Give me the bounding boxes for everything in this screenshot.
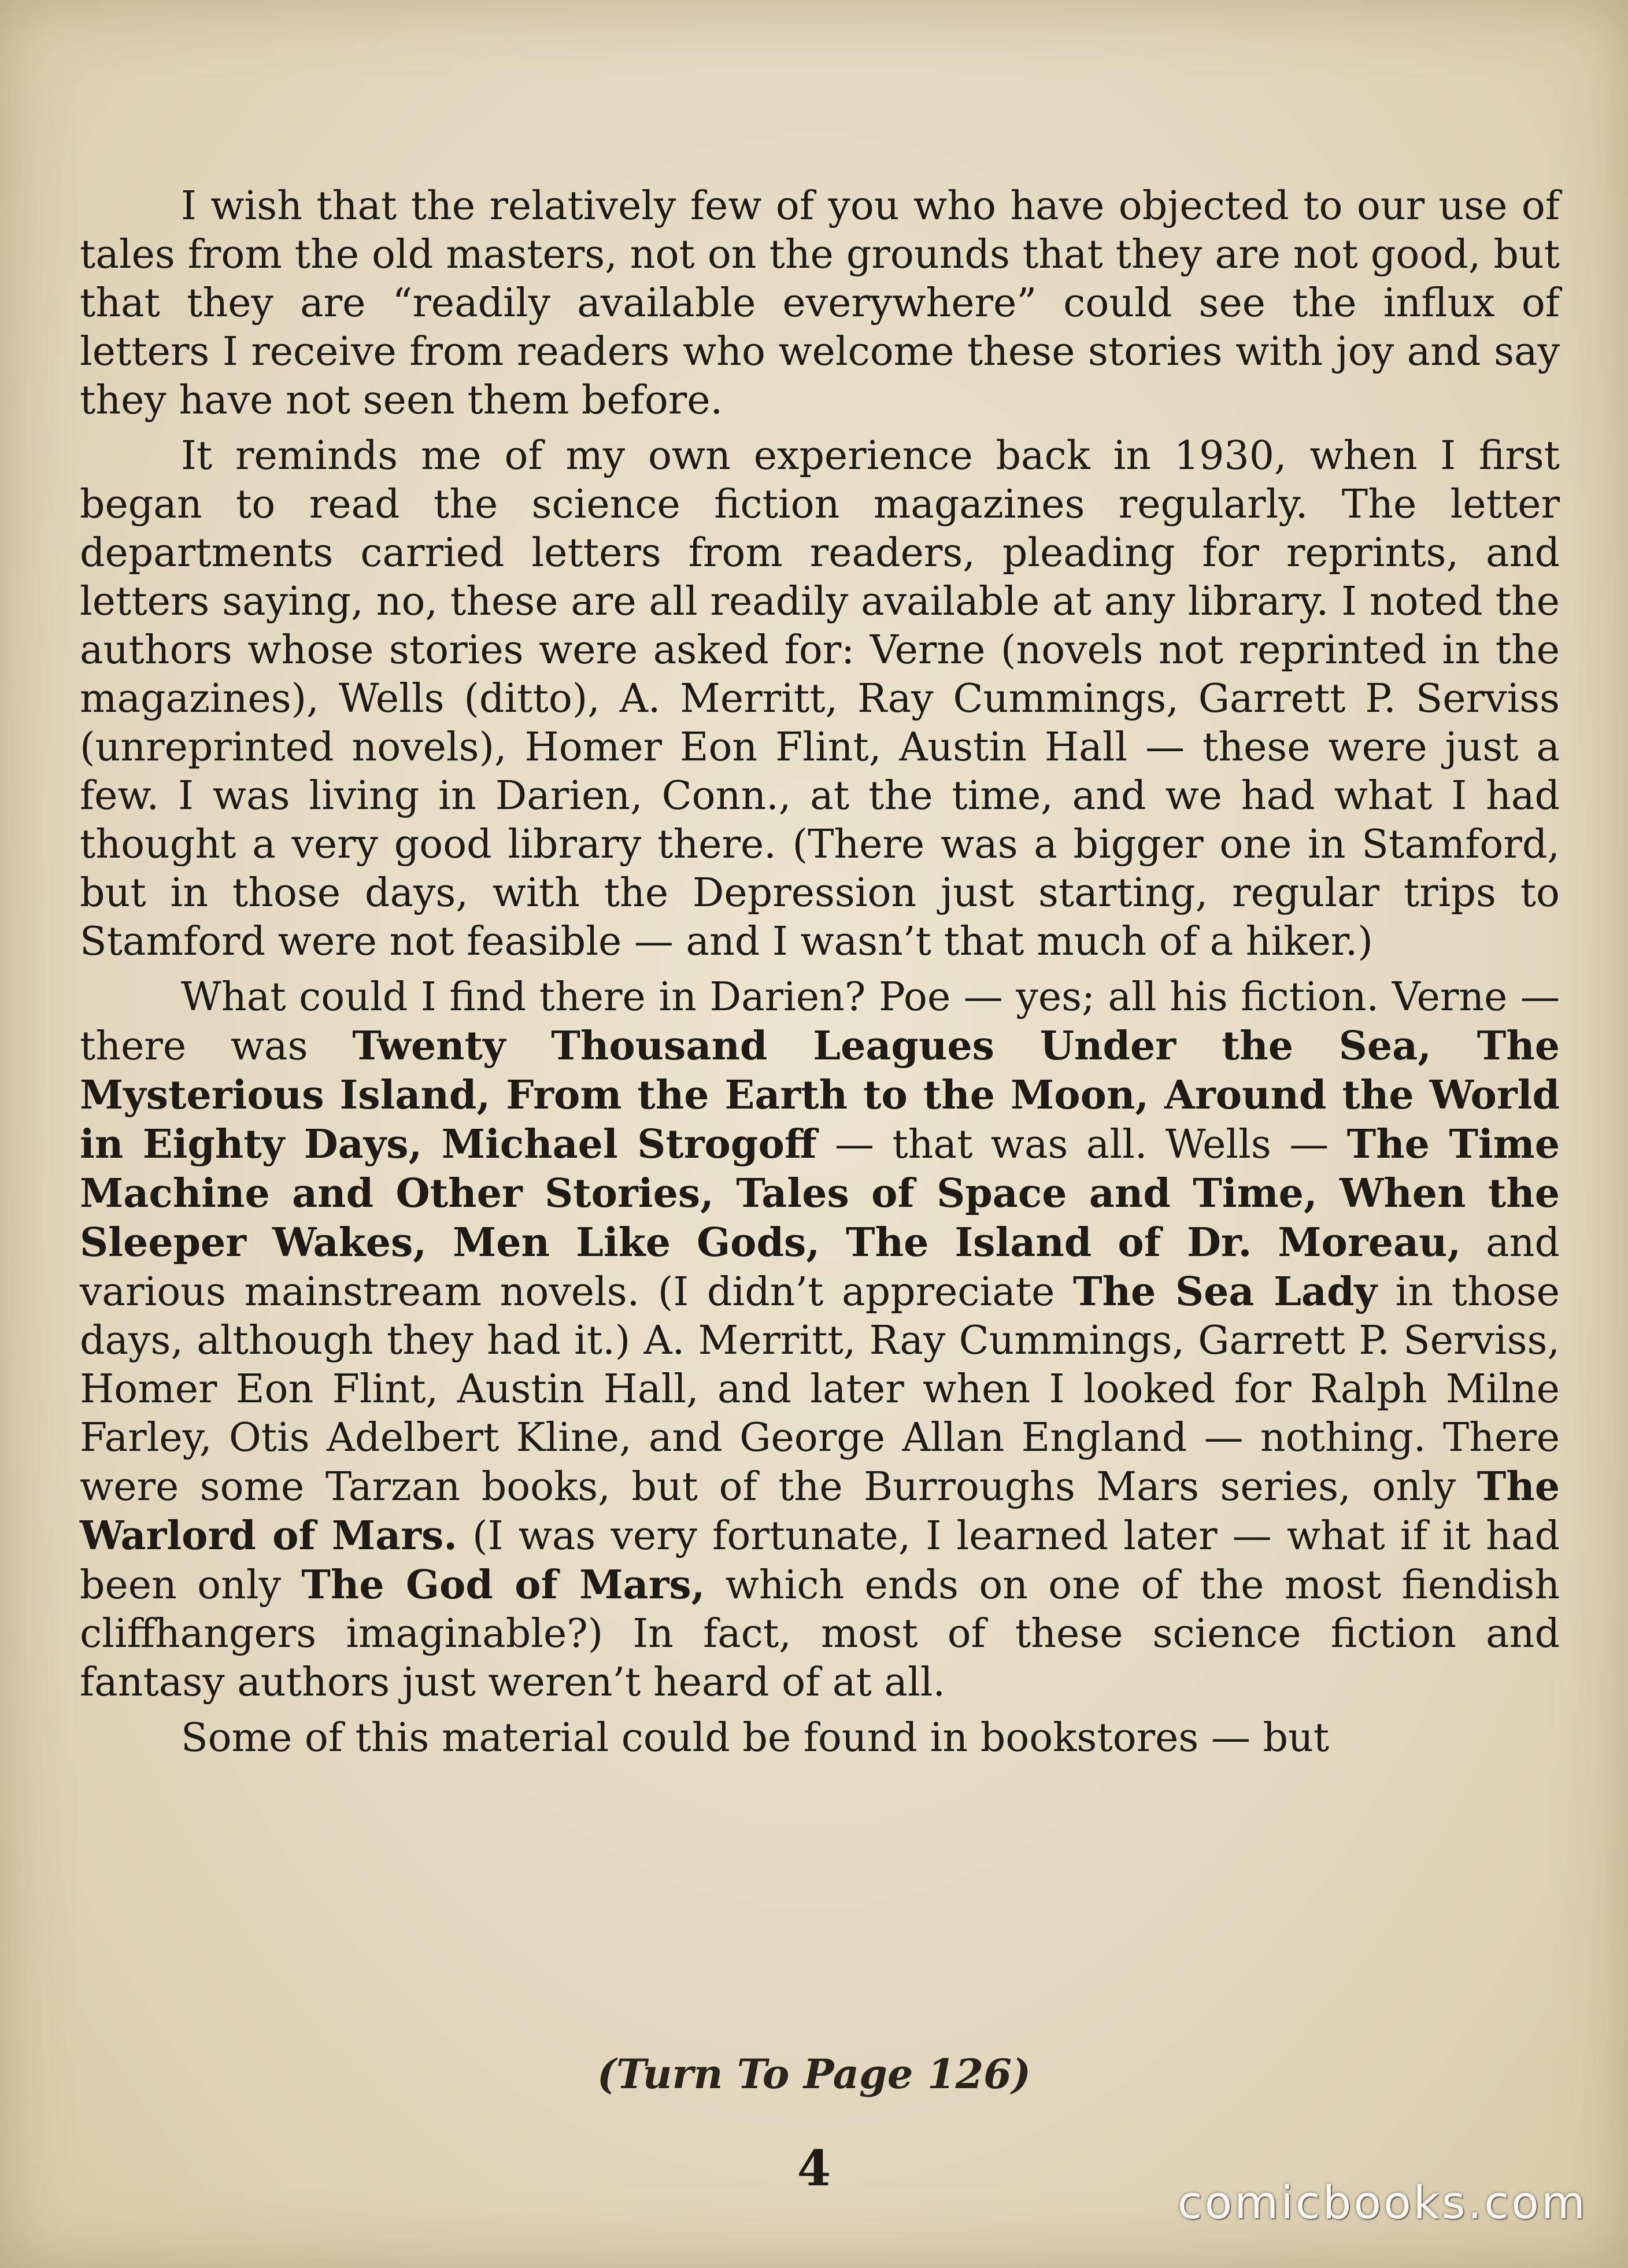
editorial-text	[80, 182, 1560, 1770]
book-titles: The Warlord of Mars.	[80, 1464, 1560, 1559]
paragraph-text: and various mainstream novels. (I didn’t appreciate	[80, 1220, 1560, 1315]
book-titles: Twenty Thousand Leagues Under the Sea, The Mysterious Island, From the Earth to the Moon, Around the World in Eighty Days, Michael Strogoff	[80, 1023, 1560, 1168]
paragraph-text: What could I find there in Darien? Poe — yes; all his fiction. Verne — there was	[80, 974, 1560, 1069]
page-number: 4	[797, 2140, 831, 2197]
paragraph-text: I wish that the relatively few of you who have objected to our use of tales from the old masters, not on the grounds that they are not good, but that they are “readily available everywhere” could see the influx of letters I receive from readers who welcome these stories with joy and say they have not seen them before.	[80, 183, 1560, 423]
continuation-note: (Turn To Page 126)	[597, 2050, 1031, 2098]
paragraph	[80, 432, 1560, 966]
paragraph-text: It reminds me of my own experience back in 1930, when I first began to read the science fiction magazines regularly. The letter departments carried letters from readers, pleading for reprints, and letters saying, no, these are all readily available at any library. I noted the authors whose stories were asked for: Verne (novels not reprinted in the magazines), Wells (ditto), A. Merritt, Ray Cummings, Garrett P. Serviss (unreprinted novels), Homer Eon Flint, Austin Hall — these were just a few. I was living in Darien, Conn., at the time, and we had what I had thought a very good library there. (There was a bigger one in Stamford, but in those days, with the Depression just starting, regular trips to Stamford were not feasible — and I wasn’t that much of a hiker.)	[80, 433, 1560, 965]
paragraph-text: in those days, although they had it.) A. Merritt, Ray Cummings, Garrett P. Serviss, Homer Eon Flint, Austin Hall, and later when I looked for Ralph Milne Farley, Otis Adelbert Kline, and George Allan England — nothing. There were some Tarzan books, but of the Burroughs Mars series, only	[80, 1269, 1560, 1510]
paragraph	[80, 973, 1560, 1707]
book-titles: The Sea Lady	[1072, 1269, 1378, 1315]
paragraph	[80, 182, 1560, 425]
site-watermark: comicbooks.com	[1177, 2177, 1588, 2229]
book-titles: The God of Mars,	[301, 1562, 705, 1608]
book-titles: The Time Machine and Other Stories, Tales of Space and Time, When the Sleeper Wakes, Men Like Gods, The Island of Dr. Moreau,	[80, 1121, 1560, 1266]
paragraph-text: (I was very fortunate, I learned later — what if it had been only	[80, 1513, 1560, 1608]
paragraph	[80, 1714, 1560, 1763]
paragraph-text: which ends on one of the most fiendish cliffhangers imaginable?) In fact, most of these science fiction and fantasy authors just weren’t heard of at all.	[80, 1563, 1560, 1705]
paragraph-text: — that was all. Wells —	[816, 1122, 1347, 1168]
paragraph-text: Some of this material could be found in bookstores — but	[181, 1715, 1330, 1761]
